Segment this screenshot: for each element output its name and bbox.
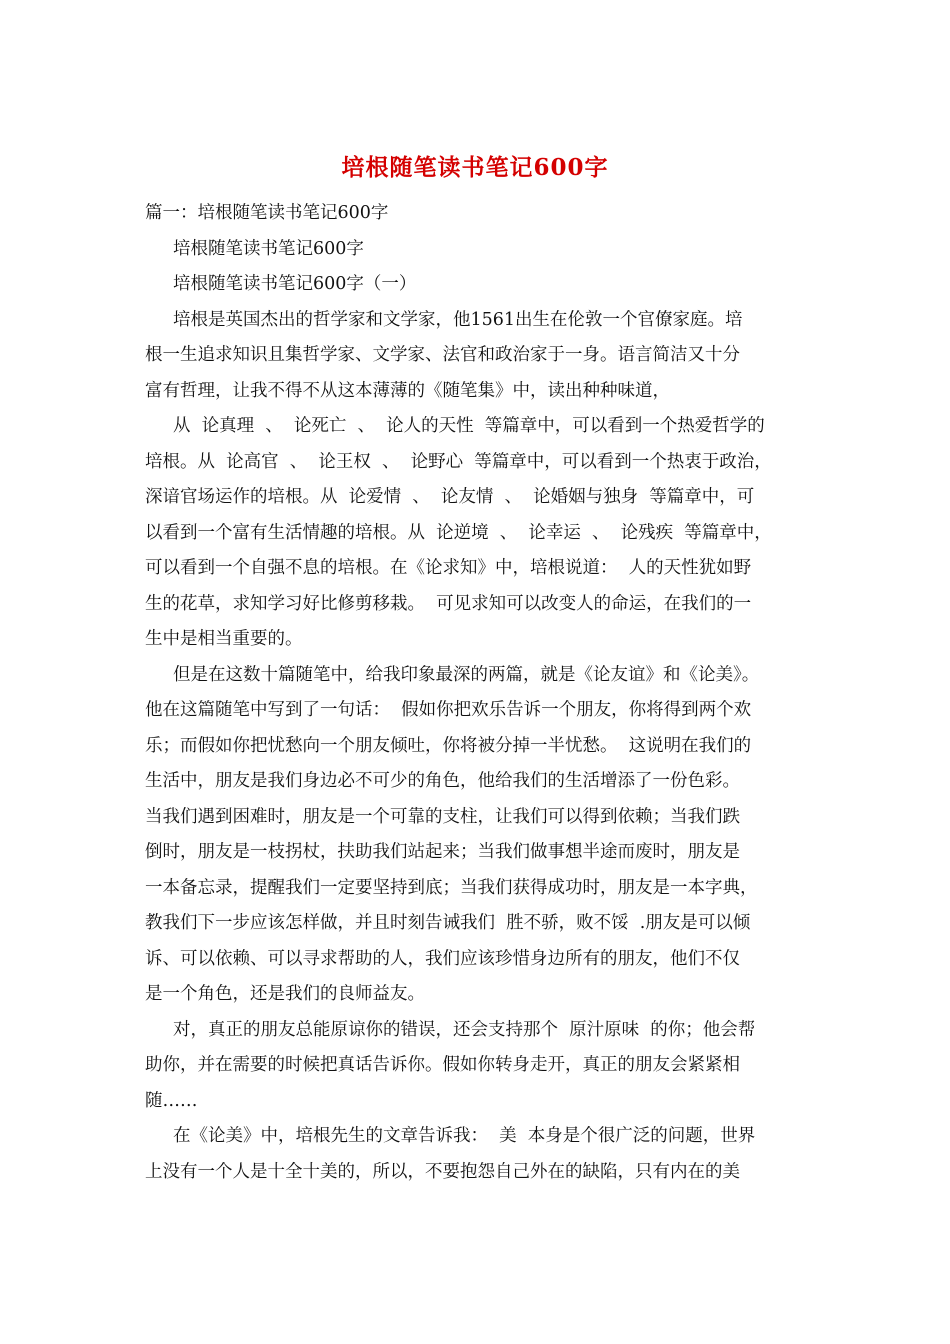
document-title: 培根随笔读书笔记600字 xyxy=(341,154,609,181)
text-line: 助你，并在需要的时候把真话告诉你。假如你转身走开，真正的朋友会紧紧相 xyxy=(145,1055,740,1075)
text-line: 培根随笔读书笔记600字 xyxy=(173,238,364,259)
text-line: 篇一：培根随笔读书笔记600字 xyxy=(145,203,389,223)
text-line: 倒时，朋友是一枝拐杖，扶助我们站起来；当我们做事想半途而废时，朋友是 xyxy=(145,842,740,862)
text-line: 随…… xyxy=(145,1090,198,1111)
text-line: 培根。从 论高官 、 论王权 、 论野心 等篇章中，可以看到一个热衷于政治， xyxy=(145,451,772,472)
text-line: 生中是相当重要的。 xyxy=(145,629,303,649)
text-line: 根一生追求知识且集哲学家、文学家、法官和政治家于一身。语言简洁又十分 xyxy=(145,345,740,365)
text-line: 以看到一个富有生活情趣的培根。从 论逆境 、 论幸运 、 论残疾 等篇章中， xyxy=(145,522,772,543)
text-line: 一本备忘录，提醒我们一定要坚持到底；当我们获得成功时，朋友是一本字典， xyxy=(145,877,758,898)
text-line: 深谙官场运作的培根。从 论爱情 、 论友情 、 论婚姻与独身 等篇章中，可 xyxy=(145,487,755,507)
text-line: 培根随笔读书笔记600字（一） xyxy=(173,274,417,294)
text-line: 可以看到一个自强不息的培根。在《论求知》中，培根说道： 人的天性犹如野 xyxy=(145,558,752,578)
text-line: 教我们下一步应该怎样做，并且时刻告诫我们 胜不骄，败不馁 .朋友是可以倾 xyxy=(145,913,751,933)
text-line: 生活中，朋友是我们身边必不可少的角色，他给我们的生活增添了一份色彩。 xyxy=(145,771,740,791)
text-line: 在《论美》中，培根先生的文章告诉我： 美 本身是个很广泛的问题，世界 xyxy=(173,1126,756,1146)
text-line: 对，真正的朋友总能原谅你的错误，还会支持那个 原汁原味 的你；他会帮 xyxy=(173,1019,756,1040)
text-line: 从 论真理 、 论死亡 、 论人的天性 等篇章中，可以看到一个热爱哲学的 xyxy=(173,416,765,436)
text-line: 富有哲理，让我不得不从这本薄薄的《随笔集》中，读出种种味道， xyxy=(145,380,670,401)
text-line: 乐；而假如你把忧愁向一个朋友倾吐，你将被分掉一半忧愁。 这说明在我们的 xyxy=(145,735,752,756)
text-line: 诉、可以依赖、可以寻求帮助的人，我们应该珍惜身边所有的朋友，他们不仅 xyxy=(145,948,740,969)
text-line: 培根是英国杰出的哲学家和文学家，他1561出生在伦敦一个官僚家庭。培 xyxy=(173,309,743,330)
text-line: 当我们遇到困难时，朋友是一个可靠的支柱，让我们可以得到依赖；当我们跌 xyxy=(145,806,740,827)
text-line: 他在这篇随笔中写到了一句话： 假如你把欢乐告诉一个朋友，你将得到两个欢 xyxy=(145,700,752,720)
text-line: 但是在这数十篇随笔中，给我印象最深的两篇，就是《论友谊》和《论美》。 xyxy=(173,664,760,685)
text-line: 上没有一个人是十全十美的，所以，不要抱怨自己外在的缺陷，只有内在的美 xyxy=(145,1161,740,1182)
text-line: 生的花草，求知学习好比修剪移栽。 可见求知可以改变人的命运，在我们的一 xyxy=(145,593,752,614)
document-body xyxy=(145,196,813,1190)
text-line: 是一个角色，还是我们的良师益友。 xyxy=(145,984,425,1004)
